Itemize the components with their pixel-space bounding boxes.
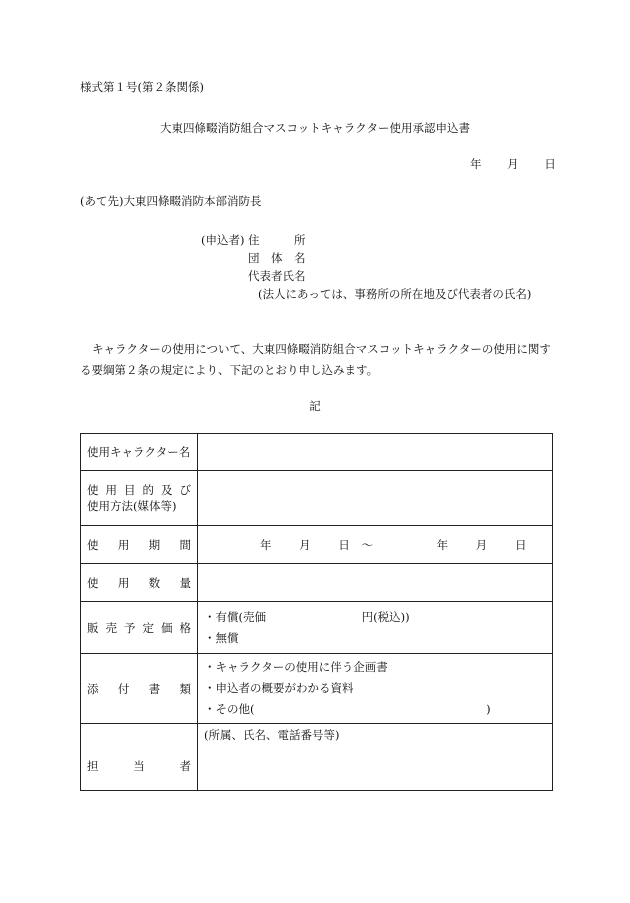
price-label: 販 売 予 定 価 格: [81, 602, 198, 654]
applicant-note: (法人にあっては、事務所の所在地及び代表者の氏名): [258, 287, 532, 301]
period-separator: ～: [361, 537, 373, 552]
page-title: 大東四條畷消防組合マスコットキャラクター使用承認申込書: [159, 121, 471, 135]
attachments-cell[interactable]: [198, 654, 553, 724]
attachment-item: ・キャラクターの使用に伴う企画書: [204, 660, 388, 674]
table-row-purpose: [81, 471, 553, 526]
price-free-option: ・無償: [204, 630, 239, 645]
purpose-label: [81, 471, 198, 526]
attachments-label: 添 付 書 類: [81, 654, 198, 724]
application-table: [80, 433, 553, 791]
period-end-month: 月: [475, 537, 488, 552]
purpose-cell[interactable]: [198, 471, 553, 526]
table-row-quantity: [81, 564, 553, 602]
applicant-representative-label: 代表者氏名: [248, 269, 306, 283]
date-year: 年: [470, 157, 482, 171]
period-start-month: 月: [299, 537, 311, 552]
price-cell[interactable]: [198, 602, 553, 654]
form-number: 様式第１号(第２条関係): [80, 80, 204, 94]
table-row-period: [81, 526, 553, 564]
period-cell[interactable]: [198, 526, 553, 564]
quantity-label: 使 用 数 量: [81, 564, 198, 602]
period-start-day: 日: [338, 537, 350, 552]
date-line: [470, 157, 556, 171]
price-paid-option: ・有償(売価: [204, 609, 266, 624]
period-label: 使 用 期 間: [81, 526, 198, 564]
contact-cell[interactable]: [198, 724, 553, 791]
applicant-address-label: 住 所: [248, 233, 306, 247]
date-month: 月: [507, 157, 519, 171]
contact-label: 担 当 者: [81, 724, 198, 791]
applicant-label: (申込者): [201, 233, 245, 247]
table-row-character: [81, 434, 553, 471]
addressee: (あて先)大東四條畷消防本部消防長: [80, 194, 262, 208]
character-name-cell[interactable]: [198, 434, 553, 471]
quantity-cell[interactable]: [198, 564, 553, 602]
price-yen-label: 円(税込)): [361, 609, 410, 624]
table-row-attachments: [81, 654, 553, 724]
date-day: 日: [544, 157, 556, 171]
contact-hint: (所属、氏名、電話番号等): [204, 728, 340, 742]
body-text: キャラクターの使用について、大東四條畷消防組合マスコットキャラクターの使用に関する要綱第２条の規定により、下記のとおり申し込みます。: [80, 342, 551, 377]
attachment-other: ・その他(: [204, 702, 255, 716]
attachment-other-close: ): [486, 702, 491, 716]
period-end-year: 年: [436, 537, 449, 552]
table-row-price: [81, 602, 553, 654]
purpose-label-line1: 使 用 目 的 及 び: [87, 483, 191, 497]
purpose-label-line2: 使用方法(媒体等): [87, 499, 177, 513]
character-name-label: 使用キャラクター名: [81, 434, 198, 471]
attachment-item: ・申込者の概要がわかる資料: [204, 681, 354, 695]
applicant-organization-label: 団 体 名: [248, 251, 306, 265]
period-start-year: 年: [260, 537, 272, 552]
table-row-contact: [81, 724, 553, 791]
ki-heading: 記: [309, 399, 321, 413]
period-end-day: 日: [514, 537, 527, 552]
